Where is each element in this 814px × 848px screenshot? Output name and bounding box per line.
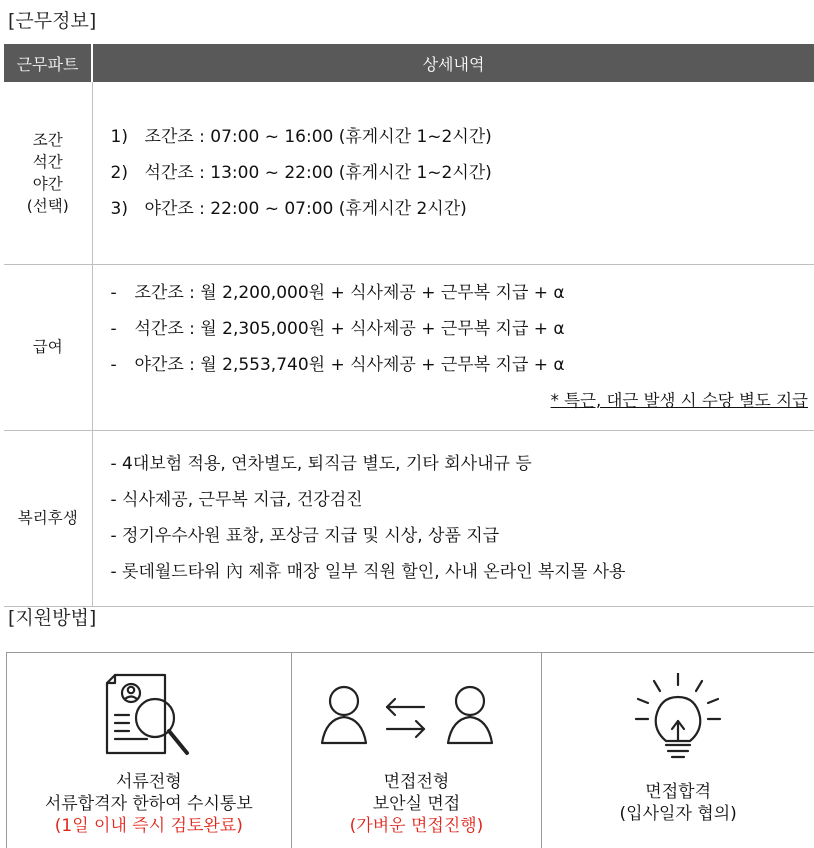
table-header-row <box>4 44 814 82</box>
shift-row <box>4 82 814 264</box>
apply-method-title: [지원방법] <box>8 603 96 630</box>
header-part: 근무파트 <box>4 44 92 82</box>
step-pass <box>542 653 814 848</box>
step-document-screening <box>7 653 292 848</box>
work-info-table <box>4 44 814 607</box>
welfare-item: - 정기우수사원 표창, 포상금 지급 및 시상, 상품 지급 <box>111 518 814 554</box>
welfare-label: 복리후생 <box>4 430 92 606</box>
lightbulb-icon <box>542 673 814 759</box>
salary-item: - 야간조 : 월 2,553,740원 + 식사제공 + 근무복 지급 + α <box>111 347 814 383</box>
step-highlight: (1일 이내 즉시 검토완료) <box>7 815 291 837</box>
shift-item: 2) 석간조 : 13:00 ~ 22:00 (휴게시간 1~2시간) <box>111 155 814 191</box>
salary-row <box>4 264 814 430</box>
interview-exchange-icon <box>292 673 542 759</box>
salary-item: - 석간조 : 월 2,305,000원 + 식사제공 + 근무복 지급 + α <box>111 311 814 347</box>
salary-label: 급여 <box>4 264 92 430</box>
shift-item: 3) 야간조 : 22:00 ~ 07:00 (휴게시간 2시간) <box>111 191 814 227</box>
apply-steps <box>6 652 814 848</box>
salary-item: - 조간조 : 월 2,200,000원 + 식사제공 + 근무복 지급 + α <box>111 275 814 311</box>
shift-item: 1) 조간조 : 07:00 ~ 16:00 (휴게시간 1~2시간) <box>111 119 814 155</box>
step-interview <box>292 653 543 848</box>
welfare-row <box>4 430 814 606</box>
work-info-title: [근무정보] <box>8 6 96 33</box>
step-title: 면접합격 <box>542 781 814 803</box>
welfare-item: - 4대보험 적용, 연차별도, 퇴직금 별도, 기타 회사내규 등 <box>111 446 814 482</box>
salary-note: * 특근, 대근 발생 시 수당 별도 지급 <box>93 383 814 419</box>
resume-search-icon <box>7 673 291 759</box>
step-title: 서류전형 <box>7 771 291 793</box>
step-detail: 보안실 면접 <box>292 793 542 815</box>
step-highlight: (가벼운 면접진행) <box>292 815 542 837</box>
welfare-item: - 롯데월드타워 內 제휴 매장 일부 직원 할인, 사내 온라인 복지몰 사용 <box>111 554 814 590</box>
step-detail: (입사일자 협의) <box>542 803 814 825</box>
welfare-item: - 식사제공, 근무복 지급, 건강검진 <box>111 482 814 518</box>
step-detail: 서류합격자 한하여 수시통보 <box>7 793 291 815</box>
step-title: 면접전형 <box>292 771 542 793</box>
shift-label: 조간 석간 야간 (선택) <box>4 82 92 264</box>
header-detail: 상세내역 <box>92 44 814 82</box>
